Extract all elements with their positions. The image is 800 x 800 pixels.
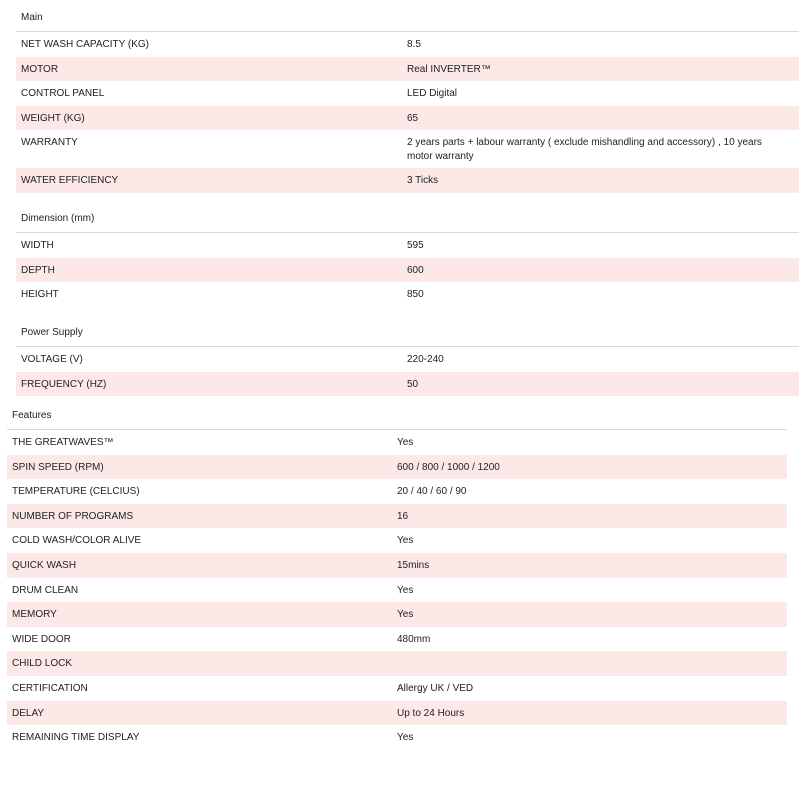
- spec-row-width: [16, 233, 799, 258]
- spec-label: HEIGHT: [21, 289, 59, 301]
- spec-row-warranty: [16, 130, 799, 168]
- spec-label: VOLTAGE (V): [21, 354, 83, 365]
- feature-label: WIDE DOOR: [12, 633, 71, 645]
- feature-row-drum-clean: [7, 578, 787, 603]
- feature-label: THE GREATWAVES™: [12, 437, 114, 448]
- feature-row-wide-door: [7, 627, 787, 652]
- feature-label: QUICK WASH: [12, 559, 77, 571]
- feature-label: CHILD LOCK: [12, 658, 73, 670]
- feature-row-temperature: [7, 479, 787, 504]
- feature-value: Yes: [397, 732, 414, 744]
- feature-label: DELAY: [12, 707, 45, 719]
- feature-label: DRUM CLEAN: [12, 584, 79, 596]
- dimension-heading: Dimension (mm): [16, 205, 799, 233]
- spec-row-water-efficiency: [16, 168, 799, 193]
- spec-value: 3 Ticks: [407, 175, 439, 187]
- feature-value: 15mins: [397, 559, 430, 571]
- feature-label: REMAINING TIME DISPLAY: [12, 732, 140, 744]
- feature-label: CERTIFICATION: [12, 682, 88, 694]
- spec-value: 2 years parts + labour warranty ( exclude mishandling and accessory) , 10 years motor warranty: [407, 137, 762, 163]
- feature-row-quick-wash: [7, 553, 787, 578]
- spec-value: Real INVERTER™: [407, 63, 491, 75]
- feature-row-delay: [7, 701, 787, 726]
- spec-label: CONTROL PANEL: [21, 88, 105, 100]
- feature-label: NUMBER OF PROGRAMS: [12, 510, 134, 522]
- feature-value: 20 / 40 / 60 / 90: [397, 486, 467, 498]
- feature-value: Yes: [397, 437, 414, 448]
- feature-row-number-of-programs: [7, 504, 787, 529]
- dimension-spec-section: [16, 205, 799, 307]
- feature-row-cold-wash: [7, 528, 787, 553]
- feature-value: 480mm: [397, 633, 431, 645]
- feature-value: Up to 24 Hours: [397, 707, 465, 719]
- feature-row-child-lock: [7, 651, 787, 676]
- feature-row-remaining-time-display: [7, 725, 787, 750]
- feature-value: [397, 649, 787, 676]
- spec-label: MOTOR: [21, 63, 59, 75]
- spec-value: 595: [407, 240, 424, 251]
- spec-value: LED Digital: [407, 88, 458, 100]
- spec-row-height: [16, 282, 799, 307]
- feature-value: Yes: [397, 535, 414, 547]
- feature-label: MEMORY: [12, 609, 57, 621]
- spec-label: WATER EFFICIENCY: [21, 175, 119, 187]
- spec-label: FREQUENCY (HZ): [21, 378, 107, 390]
- spec-row-net-wash-capacity: [16, 32, 799, 57]
- feature-label: SPIN SPEED (RPM): [12, 461, 104, 473]
- spec-value: 600: [407, 264, 424, 276]
- power-spec-section: [16, 319, 799, 396]
- feature-row-spin-speed: [7, 455, 787, 480]
- spec-value: 50: [407, 378, 419, 390]
- main-heading: Main: [16, 4, 799, 32]
- feature-value: 600 / 800 / 1000 / 1200: [397, 461, 500, 473]
- feature-value: 16: [397, 510, 409, 522]
- spec-value: 220-240: [407, 354, 444, 365]
- spec-value: 850: [407, 289, 424, 301]
- spec-label: WIDTH: [21, 240, 54, 251]
- spec-label: NET WASH CAPACITY (KG): [21, 39, 149, 50]
- spec-row-voltage: [16, 347, 799, 372]
- spec-label: DEPTH: [21, 264, 55, 276]
- spec-value: 65: [407, 112, 419, 124]
- feature-row-memory: [7, 602, 787, 627]
- features-spec-section: [7, 404, 787, 750]
- power-heading: Power Supply: [16, 319, 799, 347]
- spec-row-frequency: [16, 372, 799, 397]
- feature-label: TEMPERATURE (CELCIUS): [12, 486, 140, 498]
- feature-value: Allergy UK / VED: [397, 682, 474, 694]
- spec-value: 8.5: [407, 39, 421, 50]
- spec-label: WARRANTY: [21, 137, 78, 149]
- feature-row-greatwaves: [7, 430, 787, 455]
- spec-row-depth: [16, 258, 799, 283]
- feature-value: Yes: [397, 609, 414, 621]
- spec-row-control-panel: [16, 81, 799, 106]
- feature-row-certification: [7, 676, 787, 701]
- features-heading: Features: [7, 404, 787, 430]
- feature-label: COLD WASH/COLOR ALIVE: [12, 535, 142, 547]
- spec-row-weight: [16, 106, 799, 131]
- feature-value: Yes: [397, 584, 414, 596]
- main-spec-section: [16, 4, 799, 193]
- spec-row-motor: [16, 57, 799, 82]
- spec-label: WEIGHT (KG): [21, 112, 85, 124]
